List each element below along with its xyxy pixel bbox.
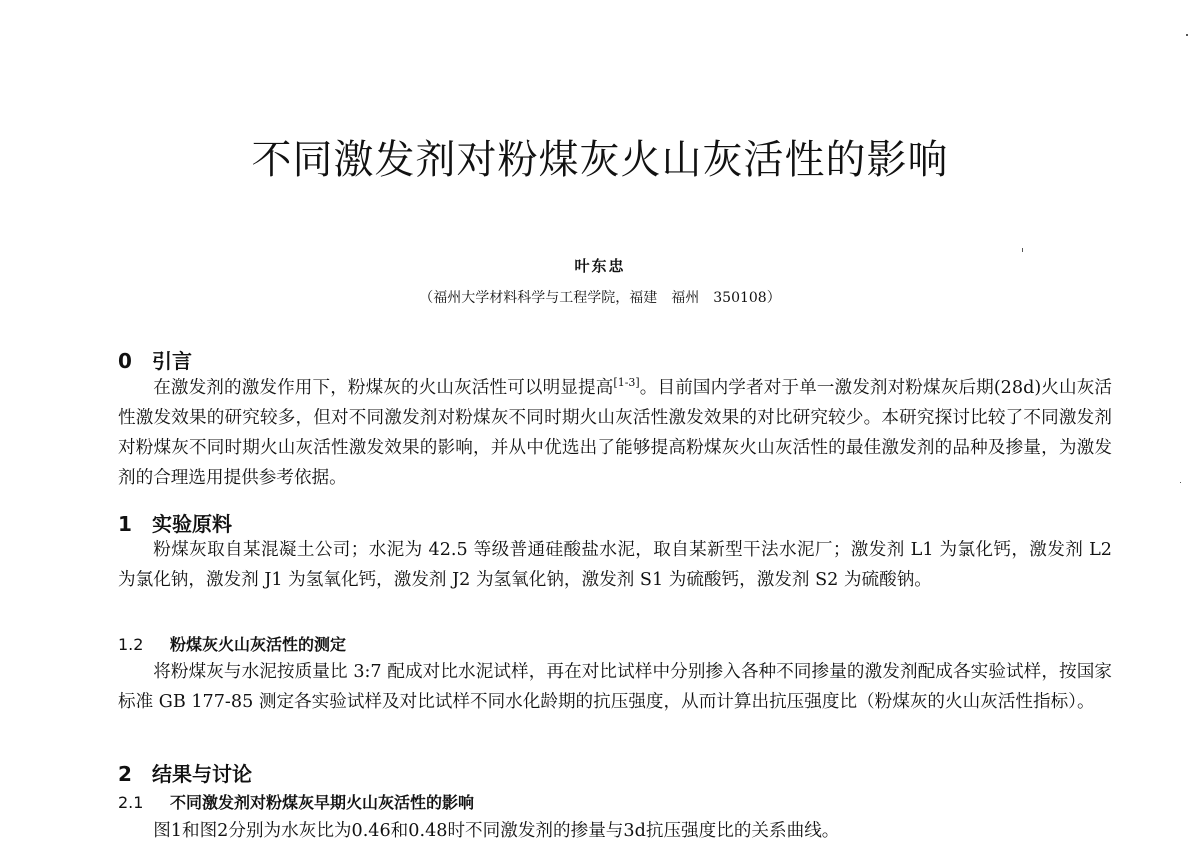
- section-title: 引言: [152, 349, 192, 373]
- paragraph-text: 。目前国内学者对于单一激发剂对粉煤灰后期(28d)火山灰活性激发效果的研究较多，但对不同激发剂对粉煤灰不同时期火山灰活性激发效果的对比研究较少。本研究探讨比较了不同激发剂对粉煤灰不同时期火山灰活性激发效果的影响，并从中优选出了能够提高粉煤灰火山灰活性的最佳激发剂的品种及掺量，为激发剂的合理选用提供参考依据。: [118, 378, 1112, 488]
- section-number: 0: [118, 349, 132, 373]
- author-affiliation: （福州大学材料科学与工程学院，福建 福州 350108）: [419, 290, 781, 306]
- scan-speck: [1022, 248, 1023, 252]
- paragraph-text: 在激发剂的激发作用下，粉煤灰的火山灰活性可以明显提高: [153, 378, 614, 398]
- scan-speck: [1186, 34, 1188, 36]
- section-number: 2: [118, 762, 132, 786]
- paper-title: 不同激发剂对粉煤灰火山灰活性的影响: [251, 137, 949, 183]
- subsection-heading-early-activity: [118, 790, 474, 813]
- author-name: 叶东忠: [574, 257, 626, 275]
- citation-ref: [1-3]: [613, 376, 640, 390]
- section-heading-intro: [118, 345, 192, 374]
- section-title: 实验原料: [152, 512, 232, 536]
- subsection-heading-activity-test: [118, 632, 346, 655]
- section-heading-results: [118, 758, 252, 787]
- paragraph-materials: 粉煤灰取自某混凝土公司；水泥为 42.5 等级普通硅酸盐水泥，取自某新型干法水泥厂；激发剂 L1 为氯化钙，激发剂 L2 为氯化钠，激发剂 J1 为氢氧化钙，激发剂 J2 为氢氧化钠，激发剂 S1 为硫酸钙，激发剂 S2 为硫酸钠。: [118, 540, 1112, 590]
- paragraph-intro: [118, 373, 1112, 493]
- paragraph-method: 将粉煤灰与水泥按质量比 3:7 配成对比水泥试样，再在对比试样中分别掺入各种不同掺量的激发剂配成各实验试样，按国家标准 GB 177-85 测定各实验试样及对比试样不同水化龄期的抗压强度，从而计算出抗压强度比（粉煤灰的火山灰活性指标）。: [118, 662, 1112, 712]
- section-number: 2.1: [118, 793, 144, 812]
- section-heading-materials: [118, 508, 232, 537]
- scan-speck: [1180, 482, 1181, 483]
- section-number: 1.2: [118, 635, 144, 654]
- paragraph-results-intro: 图1和图2分别为水灰比为0.46和0.48时不同激发剂的掺量与3d抗压强度比的关系曲线。: [153, 821, 840, 841]
- section-title: 粉煤灰火山灰活性的测定: [170, 635, 347, 654]
- section-number: 1: [118, 512, 132, 536]
- section-title: 不同激发剂对粉煤灰早期火山灰活性的影响: [170, 793, 475, 812]
- section-title: 结果与讨论: [152, 762, 252, 786]
